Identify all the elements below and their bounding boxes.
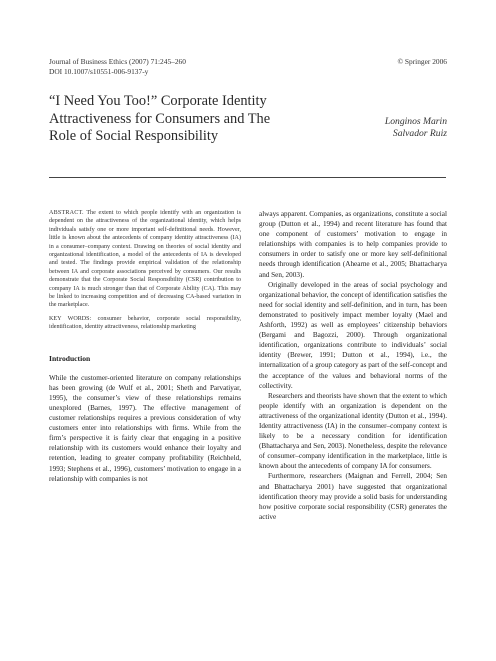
introduction-body <box>49 373 241 484</box>
author-list <box>385 116 447 140</box>
journal-line: Journal of Business Ethics (2007) 71:245–260 <box>49 57 186 66</box>
keywords-text: consumer behavior, corporate social responsibility, identification, identity attractiveness, relationship marketing <box>49 315 241 331</box>
section-heading: Introduction <box>49 353 91 363</box>
title-divider <box>49 177 446 178</box>
keywords <box>49 315 241 332</box>
body-paragraph: Researchers and theorists have shown that the extent to which people identify with an organization is dependent on the attractiveness of the organizational identity (Dutton et al., 1994). Identity attractiveness (IA) in the consumer–company context is likely to be a necessary condition for identification (Bhattacharya and Sen, 2003). Nonetheless, despite the relevance of consumer–company identification in the marketplace, little is known about the antecedents of company IA for consumers. <box>259 391 448 471</box>
body-paragraph: always apparent. Companies, as organizations, constitute a social group (Dutton et al., 1994) and recent literature has found that one component of customers’ motivation to engage in relationships with companies is to help companies provide to consumers in order to satisfy one or more key self-definitional needs through identification (Ahearne et al., 2005; Bhattacharya and Sen, 2003). <box>259 210 447 279</box>
title-line: “I Need You Too!” Corporate Identity <box>49 93 267 109</box>
title-line: Attractiveness for Consumers and The <box>49 110 271 127</box>
body-paragraph: Furthermore, researchers (Maignan and Ferrell, 2004; Sen and Bhattacharya 2001) have suggested that organizational identification theory may provide a solid basis for understanding how positive corporate social responsibility (CSR) generates the active <box>259 472 447 521</box>
abstract-text: The extent to which people identify with an organization is dependent on the attractiveness of the organizational identity, which helps individuals satisfy one or more important self-definitional needs. However, little is known about the antecedents of company identity attractiveness (IA) in a consumer–company context. Drawing on theories of social identity and organizational identification, a model of the antecedents of IA is developed and tested. The findings provide empirical validation of the relationship between IA and corporate associations perceived by consumers. Our results demonstrate that the Corporate Social Responsibility (CSR) contribution to company IA is much stronger than that of Corporate Ability (CA). This may be linked to increasing competition and of decreasing CA-based variation in the marketplace. <box>49 210 241 309</box>
title-line: Role of Social Responsibility <box>49 128 219 144</box>
journal-citation <box>49 57 186 77</box>
copyright-notice: © Springer 2006 <box>397 57 447 66</box>
abstract-label: ABSTRACT. <box>49 210 84 216</box>
author-name: Longinos Marin <box>384 116 447 127</box>
left-column <box>49 209 241 484</box>
body-paragraph: Originally developed in the areas of social psychology and organizational behavior, the concept of identification satisfies the need for social identity and self-definition, and in turn, has been demonstrated to positively impact member loyalty (Mael and Ashforth, 1992) as well as employees’ citizenship behaviors (Bergami and Bagozzi, 2000). Through organizational identification, organizations contribute to individuals’ social identity (Brewer, 1991; Dutton et al., 1994), i.e., the internalization of a group category as part of the self-concept and the acceptance of the values and behavioral norms of the collectivity. <box>259 280 447 390</box>
keywords-label: KEY WORDS: <box>49 315 92 322</box>
abstract <box>49 209 241 310</box>
body-paragraph: While the customer-oriented literature on company relationships has been growing (de Wulf et al., 2001; Sheth and Parvatiyar, 1995), the consumer’s view of these relationships remains unexplored (Barnes, 1997). The effective management of customer relationships requires a previous consideration of why customers enter into relationships with firms. While from the firm’s perspective it is fairly clear that engaging in a positive relationship with its customers would enhance their loyalty and retention, leading to greater company profitability (Reichheld, 1993; Stephens et al., 1996), customers’ motivation to engage in a relationship with companies is not <box>49 373 241 483</box>
doi-line: DOI 10.1007/s10551-006-9137-y <box>49 67 149 76</box>
article-title <box>49 93 359 146</box>
right-column <box>259 209 447 522</box>
author-name: Salvador Ruiz <box>392 128 447 139</box>
